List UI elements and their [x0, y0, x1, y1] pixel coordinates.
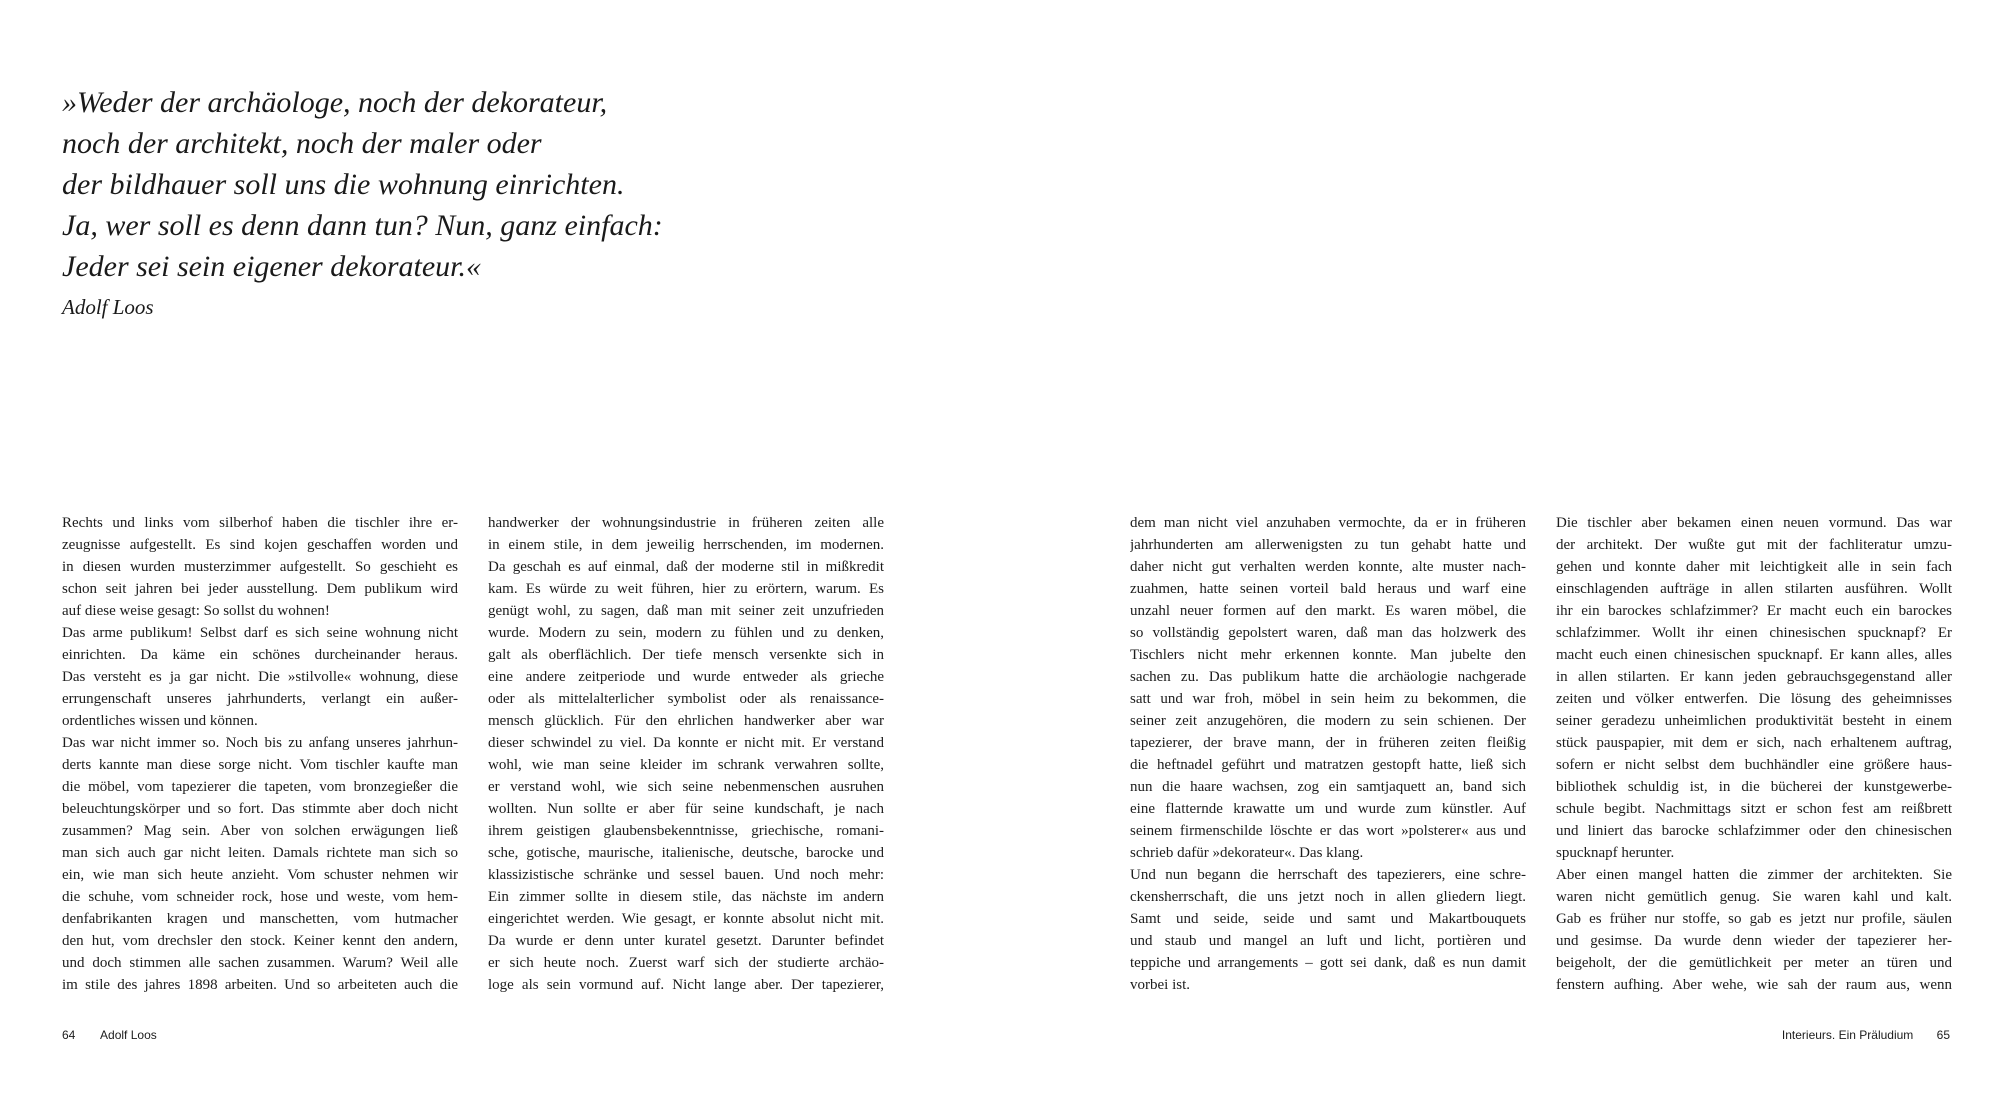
text-column-3 [1130, 512, 1526, 996]
text-line: er verstand wohl, wie sich seine nebenmenschen ausruhen [488, 779, 884, 795]
text-line: denfabrikanten kragen und manschetten, vom hutmacher [62, 911, 458, 927]
text-line: Aber einen mangel hatten die zimmer der architekten. Sie [1556, 867, 1952, 883]
text-line: schrieb dafür »dekorateur«. Das klang. [1130, 845, 1364, 861]
text-line: Das war nicht immer so. Noch bis zu anfang unseres jahrhun- [62, 735, 458, 751]
text-line: die schuhe, vom schneider rock, hose und weste, vom hem- [62, 889, 458, 905]
text-line: beleuchtungskörper und so fort. Das stimmte aber doch nicht [62, 801, 458, 817]
text-line: und gesimse. Da wurde denn wieder der tapezierer her- [1556, 933, 1952, 949]
text-line: in einem stile, in dem jeweilig herrschenden, im modernen. [488, 537, 884, 553]
text-line: er sich heute noch. Zuerst warf sich der studierte archäo- [488, 955, 884, 971]
text-line: gehen und konnte daher mit leichtigkeit alle in sein fach [1556, 559, 1952, 575]
footer-right [1782, 1027, 1950, 1043]
text-line: Das arme publikum! Selbst darf es sich seine wohnung nicht [62, 625, 458, 641]
text-line: Das versteht es ja gar nicht. Die »stilvolle« wohnung, diese [62, 669, 458, 685]
quote-line: der bildhauer soll uns die wohnung einrichten. [62, 168, 625, 201]
text-line: Und nun begann die herrschaft des tapezierers, eine schre- [1130, 867, 1526, 883]
text-line: loge als sein vormund auf. Nicht lange aber. Der tapezierer, [488, 977, 884, 993]
text-line: teppiche und arrangements – gott sei dank, daß es nun damit [1130, 955, 1526, 971]
text-line: Gab es früher nur stoffe, so gab es jetzt nur profile, säulen [1556, 911, 1952, 927]
text-line: bibliothek schuldig ist, in die bücherei der kunstgewerbe- [1556, 779, 1952, 795]
text-line: zeugnisse aufgestellt. Es sind kojen geschaffen worden und [62, 537, 458, 553]
text-line: einrichten. Da käme ein schönes durcheinander heraus. [62, 647, 458, 663]
text-line: galt als oberflächlich. Der tiefe mensch versenkte sich in [488, 647, 884, 663]
text-line: stück pauspapier, mit dem er sich, nach erhaltenem auftrag, [1556, 735, 1952, 751]
text-line: so vollständig gepolstert waren, daß man das holzwerk des [1130, 625, 1526, 641]
text-line: klassizistische schränke und sessel bauen. Und noch mehr: [488, 867, 884, 883]
text-line: der architekt. Der wußte gut mit der fachliteratur umzu- [1556, 537, 1952, 553]
text-line: zeiten und völker entwerfen. Die lösung des geheimnisses [1556, 691, 1952, 707]
text-line: eingerichtet werden. Wie gesagt, er konnte absolut nicht mit. [488, 911, 884, 927]
text-line: jahrhunderten am allerwenigsten zu tun gehabt hatte und [1130, 537, 1526, 553]
text-line: seiner geradezu unheimlichen produktivität besteht in einem [1556, 713, 1952, 729]
text-line: derts kannte man diese sorge nicht. Vom tischler kaufte man [62, 757, 458, 773]
text-line: wohl, wie man seine kleider im schrank verwahren sollte, [488, 757, 884, 773]
text-line: daher nicht gut verhalten werden konnte, alte muster nach- [1130, 559, 1526, 575]
text-line: tapezierer, der brave mann, der in früheren zeiten fleißig [1130, 735, 1526, 751]
text-line: nun die haare wachsen, zog ein samtjaquett an, band sich [1130, 779, 1526, 795]
text-line: die möbel, vom tapezierer die tapeten, vom bronzegießer die [62, 779, 458, 795]
text-line: beigeholt, der die gemütlichkeit per meter an türen und [1556, 955, 1952, 971]
text-line: Rechts und links vom silberhof haben die tischler ihre er- [62, 515, 458, 531]
text-line: oder als mittelalterlicher symbolist oder als renaissance- [488, 691, 884, 707]
quote-line: Ja, wer soll es denn dann tun? Nun, ganz einfach: [62, 209, 663, 242]
text-line: ein, wie man sich heute anzieht. Vom schuster nehmen wir [62, 867, 458, 883]
text-line: im stile des jahres 1898 arbeiten. Und so arbeiteten auch die [62, 977, 458, 993]
footer-left [62, 1027, 157, 1043]
text-column-2 [488, 512, 884, 996]
text-line: sachen zu. Das publikum hatte die archäologie nachgerade [1130, 669, 1526, 685]
text-line: Die tischler aber bekamen einen neuen vormund. Das war [1556, 515, 1952, 531]
text-line: seiner zeit anzugehören, die modern zu sein schienen. Der [1130, 713, 1526, 729]
text-line: dieser schwindel zu viel. Da konnte er nicht mit. Er verstand [488, 735, 884, 751]
text-line: eine andere zeitperiode und wurde entweder als grieche [488, 669, 884, 685]
text-line: den hut, vom drechsler den stock. Keiner kennt den andern, [62, 933, 458, 949]
text-line: sche, gotische, maurische, italienische, deutsche, barocke und [488, 845, 884, 861]
text-line: und doch stimmen alle sachen zusammen. Warum? Weil alle [62, 955, 458, 971]
text-line: wurde. Modern zu sein, modern zu fühlen und zu denken, [488, 625, 884, 641]
text-line: und staub und mangel an luft und licht, portièren und [1130, 933, 1526, 949]
text-line: man sich auch gar nicht leiten. Damals richtete man sich so [62, 845, 458, 861]
text-column-4 [1556, 512, 1952, 996]
text-line: in allen stilarten. Er kann jeden gebrauchsgegenstand aller [1556, 669, 1952, 685]
text-line: macht euch einen chinesischen spucknapf. Er kann alles, alles [1556, 647, 1952, 663]
quote-line: Jeder sei sein eigener dekorateur.« [62, 250, 482, 283]
text-line: Da geschah es auf einmal, daß der moderne stil in mißkredit [488, 559, 884, 575]
text-line: errungenschaft unseres jahrhunderts, verlangt ein außer- [62, 691, 458, 707]
text-line: satt und war froh, möbel in sein heim zu bekommen, die [1130, 691, 1526, 707]
text-line: genügt wohl, zu sagen, daß man mit seiner zeit unzufrieden [488, 603, 884, 619]
text-line: unzahl neuer formen auf den markt. Es waren möbel, die [1130, 603, 1526, 619]
text-line: dem man nicht viel anzuhaben vermochte, da er in früheren [1130, 515, 1526, 531]
text-line: fenstern aufhing. Aber wehe, wie sah der raum aus, wenn [1556, 977, 1952, 993]
text-line: schule begibt. Nachmittags sitzt er schon fest am reißbrett [1556, 801, 1952, 817]
text-line: schon seit jahren bei jeder ausstellung. Dem publikum wird [62, 581, 458, 597]
text-line: vorbei ist. [1130, 977, 1190, 993]
text-line: die heftnadel geführt und matratzen gestopft hatte, ließ sich [1130, 757, 1526, 773]
page-number-left: 64 [62, 1028, 76, 1042]
text-line: seinem firmenschilde löschte er das wort »polsterer« aus und [1130, 823, 1526, 839]
text-line: zuahmen, hatte seinen vorteil bald heraus und warf eine [1130, 581, 1526, 597]
text-line: sofern er nicht selbst dem buchhändler eine größere haus- [1556, 757, 1952, 773]
text-line: kam. Es würde zu weit führen, hier zu erörtern, warum. Es [488, 581, 884, 597]
text-line: Samt und seide, seide und samt und Makartbouquets [1130, 911, 1526, 927]
text-line: Tischlers nicht mehr erkennen konnte. Man jubelte den [1130, 647, 1526, 663]
text-line: auf diese weise gesagt: So sollst du wohnen! [62, 603, 330, 619]
text-line: Da wurde er denn unter kuratel gesetzt. Darunter befindet [488, 933, 884, 949]
text-line: Ein zimmer sollte in diesem stile, das nächste im andern [488, 889, 884, 905]
text-line: ordentliches wissen und können. [62, 713, 258, 729]
running-head-right: Interieurs. Ein Präludium [1781, 1028, 1914, 1042]
quote-line: »Weder der archäologe, noch der dekorateur, [62, 86, 608, 119]
text-line: spucknapf herunter. [1556, 845, 1675, 861]
text-column-1 [62, 512, 458, 996]
text-line: wollten. Nun sollte er aber für seine kundschaft, je nach [488, 801, 884, 817]
running-head-left: Adolf Loos [100, 1028, 157, 1042]
epigraph-quote [62, 82, 862, 287]
text-line: ihr ein barockes schlafzimmer? Er macht euch ein barockes [1556, 603, 1952, 619]
text-line: ckensherrschaft, die uns jetzt noch in allen gliedern liegt. [1130, 889, 1526, 905]
page-number-right: 65 [1936, 1028, 1950, 1042]
text-line: und liniert das barocke schlafzimmer oder den chinesischen [1556, 823, 1952, 839]
text-line: zusammen? Mag sein. Aber von solchen erwägungen ließ [62, 823, 458, 839]
quote-author: Adolf Loos [62, 295, 154, 319]
text-line: ihrem geistigen glaubensbekenntnisse, griechische, romani- [488, 823, 884, 839]
text-line: eine flatternde krawatte um und wurde zum künstler. Auf [1130, 801, 1526, 817]
quote-line: noch der architekt, noch der maler oder [62, 127, 542, 160]
text-line: waren nicht gemütlich genug. Sie waren kahl und kalt. [1556, 889, 1952, 905]
text-line: in diesen wurden musterzimmer aufgestellt. So geschieht es [62, 559, 458, 575]
text-line: mensch glücklich. Für den ehrlichen handwerker aber war [488, 713, 884, 729]
text-line: einschlagenden aufträge in allen stilarten ausführen. Wollt [1556, 581, 1952, 597]
text-line: handwerker der wohnungsindustrie in früheren zeiten alle [488, 515, 884, 531]
text-line: schlafzimmer. Wollt ihr einen chinesischen spucknapf? Er [1556, 625, 1952, 641]
